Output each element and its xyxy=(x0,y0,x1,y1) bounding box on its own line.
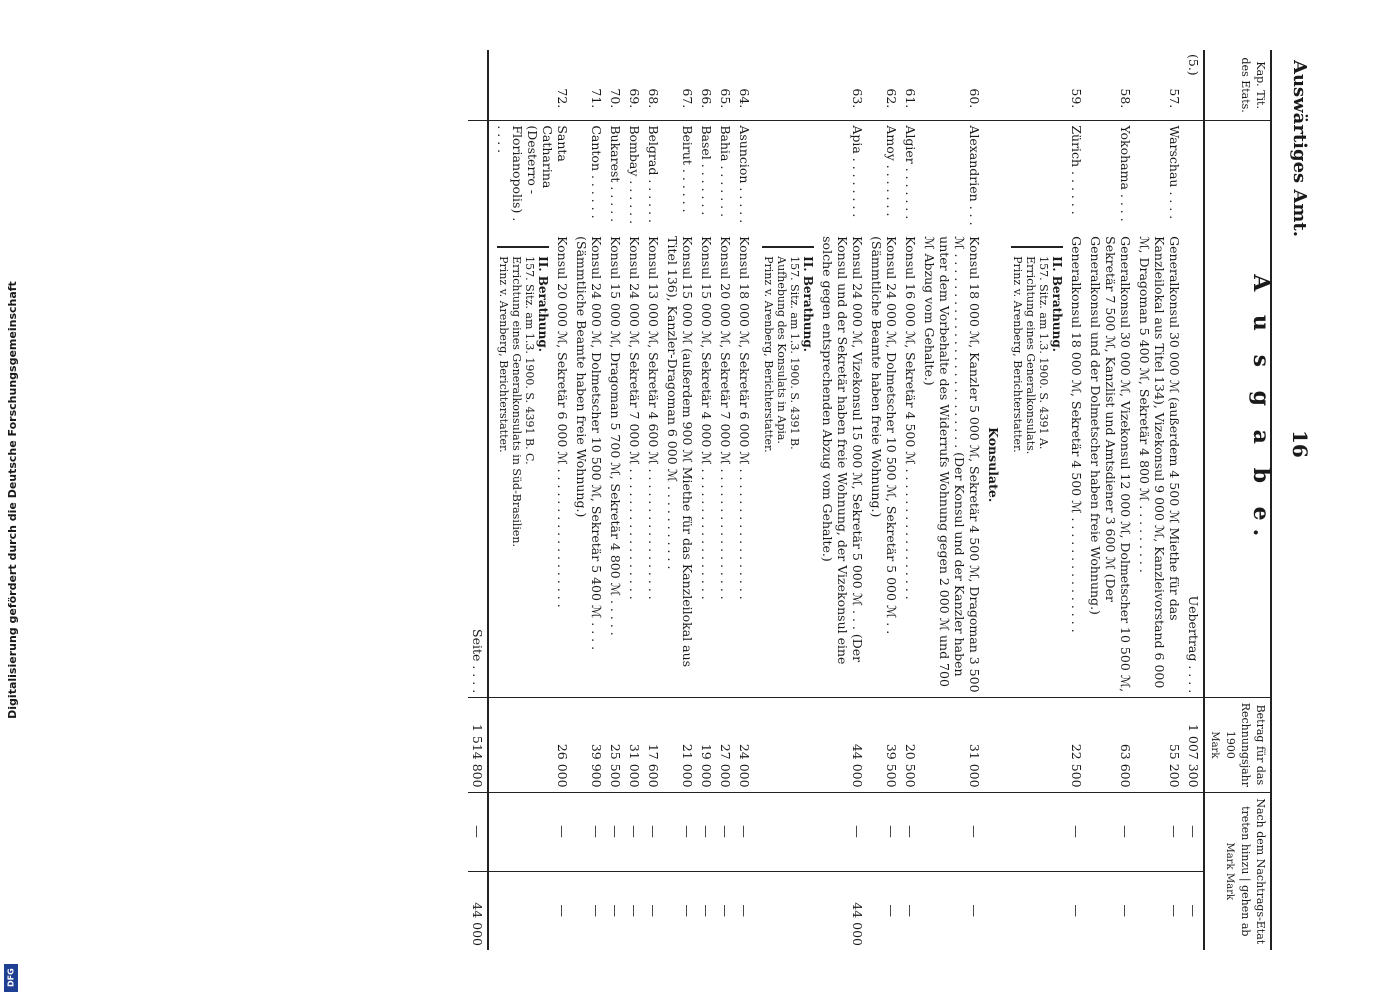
note-text: Errichtung eines Generalkonsulats. xyxy=(1024,256,1037,455)
table-row xyxy=(867,50,901,950)
row-amount: 21 000 xyxy=(663,698,697,792)
row-text: Konsul 24 000 ℳ, Dolmetscher 10 500 ℳ, Sekretär 5 400 ℳ . . . . (Sämmtliche Beamte haben freie Wohnung.) xyxy=(574,236,604,651)
header-betrag-label: Betrag für das Rechnungsjahr 1900 xyxy=(1224,702,1267,788)
row-hinzu: — xyxy=(1086,792,1135,871)
header-treten-hinzu: treten hinzu xyxy=(1239,806,1252,875)
row-amount: 17 600 xyxy=(644,698,663,792)
row-ab: — xyxy=(867,871,901,950)
digitization-notice xyxy=(2,0,24,1000)
row-amount: 26 000 xyxy=(488,698,572,792)
tit-number: 68. xyxy=(646,88,661,109)
table-row xyxy=(1135,50,1184,950)
place-name: Asuncion . . . . . xyxy=(735,121,754,232)
row-ab: — xyxy=(1086,871,1135,950)
row-amount: 31 000 xyxy=(625,698,644,792)
page-number: 16 xyxy=(1288,430,1312,458)
row-text-cell xyxy=(754,232,867,698)
table-row: (5.) Uebertrag . . . . 1 007 300 — — xyxy=(1184,50,1204,950)
row-text: Konsul 20 000 ℳ, Sekretär 7 000 ℳ . . . . . . . . . . . . . . . . . xyxy=(718,236,733,600)
row-hinzu: — xyxy=(572,792,606,871)
table-row xyxy=(1003,50,1086,950)
note-title: II. Berathung. xyxy=(1050,256,1064,352)
row-ab: — xyxy=(920,871,984,950)
place-name: Bombay . . . . . . xyxy=(625,121,644,232)
row-text: Generalkonsul 30 000 ℳ, Vizekonsul 12 000 ℳ, Dolmetscher 10 500 ℳ, Sekretär 7 500 ℳ, Kanzlist und Amtsdiener 3 600 ℳ (Der Generalkonsul und der Dolmetscher haben freie Wohnung.) xyxy=(1088,236,1133,693)
tit-number: 72. xyxy=(555,88,570,109)
row-text: Generalkonsul 18 000 ℳ, Sekretär 4 500 ℳ . . . . . . . . . . . . . . . xyxy=(1069,236,1084,633)
row-amount: 39 500 xyxy=(867,698,901,792)
table-row xyxy=(754,50,867,950)
note-session: 157. Sitz. am 1.3. 1900. S. 4391 B. xyxy=(788,256,801,450)
row-text: Konsul 24 000 ℳ, Sekretär 7 000 ℳ . . . . . . . . . . . . . . . . . xyxy=(627,236,642,600)
header-nachtrag: Nach dem Nachtrags-Etat treten hinzu | gehen ab Mark Mark xyxy=(1204,792,1271,950)
row-amount: 20 500 xyxy=(901,698,920,792)
row-hinzu: — xyxy=(697,792,716,871)
tit-number: 58. xyxy=(1118,88,1133,109)
total-row xyxy=(468,50,488,950)
table-row xyxy=(901,50,920,950)
tit-number: 67. xyxy=(680,88,695,109)
place-name: Beirut . . . . . . xyxy=(663,121,697,232)
uebertrag-amount: 1 007 300 xyxy=(1184,698,1204,792)
kap-label: (5.) xyxy=(1186,54,1201,76)
row-text: Konsul 15 000 ℳ, Sekretär 4 000 ℳ . . . . . . . . . . . . . . . . . xyxy=(699,236,714,600)
note-rapporteur: Prinz v. Arenberg, Berichterstatter. xyxy=(762,256,775,453)
annotation-note xyxy=(762,246,814,693)
row-text: Konsul 20 000 ℳ, Sekretär 6 000 ℳ . . . . . . . . . . . . . . . . . . xyxy=(555,236,570,608)
row-hinzu: — xyxy=(901,792,920,871)
row-text: Konsul 15 000 ℳ (außerdem 900 ℳ Miethe für das Kanzleilokal aus Titel 136), Kanzler-Dragoman 6 000 ℳ . . . . . . . . . . . xyxy=(665,236,695,668)
tit-number: 59. xyxy=(1069,88,1084,109)
tit-number: 65. xyxy=(718,88,733,109)
row-text: Konsul 15 000 ℳ, Dragoman 5 700 ℳ, Sekretär 4 800 ℳ . . . . . xyxy=(608,236,623,636)
note-title: II. Berathung. xyxy=(536,256,550,352)
row-text-cell xyxy=(488,232,572,698)
annotation-note xyxy=(497,246,549,693)
place-name: Alexandrien . . . xyxy=(920,121,984,232)
header-kap-tit xyxy=(1204,50,1271,121)
row-hinzu: — xyxy=(644,792,663,871)
row-hinzu: — xyxy=(867,792,901,871)
total-label: Seite . . . . xyxy=(470,629,485,694)
row-text: Generalkonsul 30 000 ℳ (außerdem 4 500 ℳ Miethe für das Kanzleilokal aus Titel 134), Vizekonsul 9 000 ℳ, Kanzleivorstand 6 000 ℳ, Dragoman 5 400 ℳ, Sekretär 4 800 ℳ . . . . . . . . . xyxy=(1137,236,1182,689)
row-ab: — xyxy=(625,871,644,950)
row-amount: 25 500 xyxy=(606,698,625,792)
table-row xyxy=(697,50,716,950)
row-amount: 31 000 xyxy=(920,698,984,792)
row-ab: — xyxy=(901,871,920,950)
row-ab: — xyxy=(644,871,663,950)
row-hinzu: — xyxy=(488,792,572,871)
table-row xyxy=(663,50,697,950)
header-betrag xyxy=(1204,698,1271,792)
page-title: A u s g a b e. xyxy=(1204,121,1271,698)
note-title: II. Berathung. xyxy=(801,256,815,352)
row-amount: 27 000 xyxy=(716,698,735,792)
dfg-logo: DFG xyxy=(4,964,18,992)
header-mark-1: Mark xyxy=(1209,731,1220,759)
row-hinzu: — xyxy=(754,792,867,871)
tit-number: 66. xyxy=(699,88,714,109)
digitization-notice-text: Digitalisierung gefördert durch die Deutsche Forschungsgemeinschaft xyxy=(6,281,19,719)
header-nach-label: Nach dem Nachtrags-Etat xyxy=(1254,798,1267,945)
row-text: Konsul 24 000 ℳ, Vizekonsul 15 000 ℳ, Sekretär 5 000 ℳ . . . (Der Konsul und der Sekretär haben freie Wohnung, der Vizekonsul eine solche gegen entsprechenden Abzug vom Gehalte.) xyxy=(820,236,865,665)
row-amount: 22 500 xyxy=(1003,698,1086,792)
place-name: Yokohama . . . . xyxy=(1086,121,1135,232)
row-text: Konsul 18 000 ℳ, Sekretär 6 000 ℳ . . . . . . . . . . . . . . . . . xyxy=(737,236,752,600)
row-hinzu: — xyxy=(663,792,697,871)
total-ab: 44 000 xyxy=(468,871,488,950)
place-name: Basel . . . . . . . xyxy=(697,121,716,232)
total-amount: 1 514 800 xyxy=(468,698,488,792)
row-text: Konsul 24 000 ℳ, Dolmetscher 10 500 ℳ, Sekretär 5 000 ℳ . . (Sämmtliche Beamte haben freie Wohnung.) xyxy=(869,236,899,635)
table-header-row xyxy=(1204,50,1271,950)
note-rapporteur: Prinz v. Arenberg, Berichterstatter. xyxy=(1011,256,1024,453)
place-name: Bukarest . . . . . xyxy=(606,121,625,232)
row-hinzu: — xyxy=(716,792,735,871)
row-hinzu: — xyxy=(1135,792,1184,871)
header-mark-2: Mark xyxy=(1224,842,1235,870)
row-text-cell xyxy=(1003,232,1086,698)
header-mark-3: Mark xyxy=(1224,873,1235,901)
note-text: Errichtung eines Generalkonsulats in Süd-Brasilien. xyxy=(510,256,523,547)
row-ab: — xyxy=(697,871,716,950)
row-amount: 39 900 xyxy=(572,698,606,792)
note-session: 157. Sitz. am 1.3. 1900. S. 4391 A. xyxy=(1037,256,1050,450)
tit-number: 69. xyxy=(627,88,642,109)
row-hinzu: — xyxy=(920,792,984,871)
table-row xyxy=(488,50,572,950)
table-row xyxy=(735,50,754,950)
place-name: Apia . . . . . . . . xyxy=(754,121,867,232)
place-name: Amoy . . . . . . . xyxy=(867,121,901,232)
row-ab: — xyxy=(606,871,625,950)
row-ab: — xyxy=(716,871,735,950)
row-amount: 44 000 xyxy=(754,698,867,792)
table-row xyxy=(920,50,984,950)
tit-number: 70. xyxy=(608,88,623,109)
row-ab: 44 000 xyxy=(754,871,867,950)
table-row xyxy=(606,50,625,950)
row-text: Konsul 16 000 ℳ, Sekretär 4 500 ℳ . . . . . . . . . . . . . . . . . xyxy=(903,236,918,600)
tit-number: 63. xyxy=(850,88,865,109)
tit-number: 62. xyxy=(884,88,899,109)
header-kap: Kap. xyxy=(1254,61,1267,87)
section-heading-row xyxy=(984,50,1003,950)
row-text: Konsul 18 000 ℳ, Kanzler 5 000 ℳ, Sekretär 4 500 ℳ, Dragoman 3 500 ℳ . . . . . . . . . . . . . . . . . . . . . . . . . (Der Konsul und der Kanzler haben unter dem Vorbehalte des Widerrufs Wohnung gegen 2 000 ℳ und 700 ℳ Abzug vom Gehalte.) xyxy=(922,236,982,693)
annotation-note xyxy=(1011,246,1063,693)
uebertrag-label: Uebertrag . . . . xyxy=(1186,595,1201,694)
row-hinzu: — xyxy=(625,792,644,871)
total-hinzu: — xyxy=(468,792,488,871)
budget-table xyxy=(468,50,1272,950)
row-hinzu: — xyxy=(606,792,625,871)
note-text: Aufhebung des Konsulats in Apia. xyxy=(775,256,788,444)
header-tit: Tit. xyxy=(1254,90,1267,109)
tit-number: 64. xyxy=(737,88,752,109)
konsulate-heading: Konsulate. xyxy=(986,427,1001,503)
row-ab: — xyxy=(572,871,606,950)
header-gehen-ab: gehen ab xyxy=(1239,885,1252,937)
place-name: Belgrad . . . . . . xyxy=(644,121,663,232)
note-session: 157. Sitz. am 1.3. 1900. S. 4391 B. C. xyxy=(523,256,536,465)
row-amount: 24 000 xyxy=(735,698,754,792)
table-row xyxy=(625,50,644,950)
running-head xyxy=(1280,0,1320,1000)
row-text: Konsul 13 000 ℳ, Sekretär 4 600 ℳ . . . . . . . . . . . . . . . . . xyxy=(646,236,661,600)
tit-number: 61. xyxy=(903,88,918,109)
table-row xyxy=(644,50,663,950)
rotated-sheet xyxy=(30,0,1382,1000)
document-page xyxy=(30,0,1382,1000)
place-name: Zürich . . . . . . xyxy=(1003,121,1086,232)
row-ab: — xyxy=(735,871,754,950)
row-ab: — xyxy=(1003,871,1086,950)
place-name: Algier . . . . . . . xyxy=(901,121,920,232)
tit-number: 57. xyxy=(1167,88,1182,109)
place-name: Bahia . . . . . . . xyxy=(716,121,735,232)
row-ab: — xyxy=(488,871,572,950)
row-hinzu: — xyxy=(1003,792,1086,871)
row-amount: 55 200 xyxy=(1135,698,1184,792)
place-name: Warschau . . . . xyxy=(1135,121,1184,232)
tit-number: 60. xyxy=(967,88,982,109)
row-ab: — xyxy=(1135,871,1184,950)
header-des-etats: des Etats. xyxy=(1239,57,1252,113)
place-name: Canton . . . . . . xyxy=(572,121,606,232)
row-amount: 19 000 xyxy=(697,698,716,792)
row-amount: 63 600 xyxy=(1086,698,1135,792)
tit-number: 71. xyxy=(589,88,604,109)
running-head-title: Auswärtiges Amt. xyxy=(1289,60,1310,238)
table-row xyxy=(572,50,606,950)
place-name: Santa Catharina (Desterro - Florianopolis) . . . . . xyxy=(488,121,572,232)
row-ab: — xyxy=(663,871,697,950)
table-row xyxy=(716,50,735,950)
table-row xyxy=(1086,50,1135,950)
row-hinzu: — xyxy=(735,792,754,871)
note-rapporteur: Prinz v. Arenberg, Berichterstatter. xyxy=(497,256,510,453)
